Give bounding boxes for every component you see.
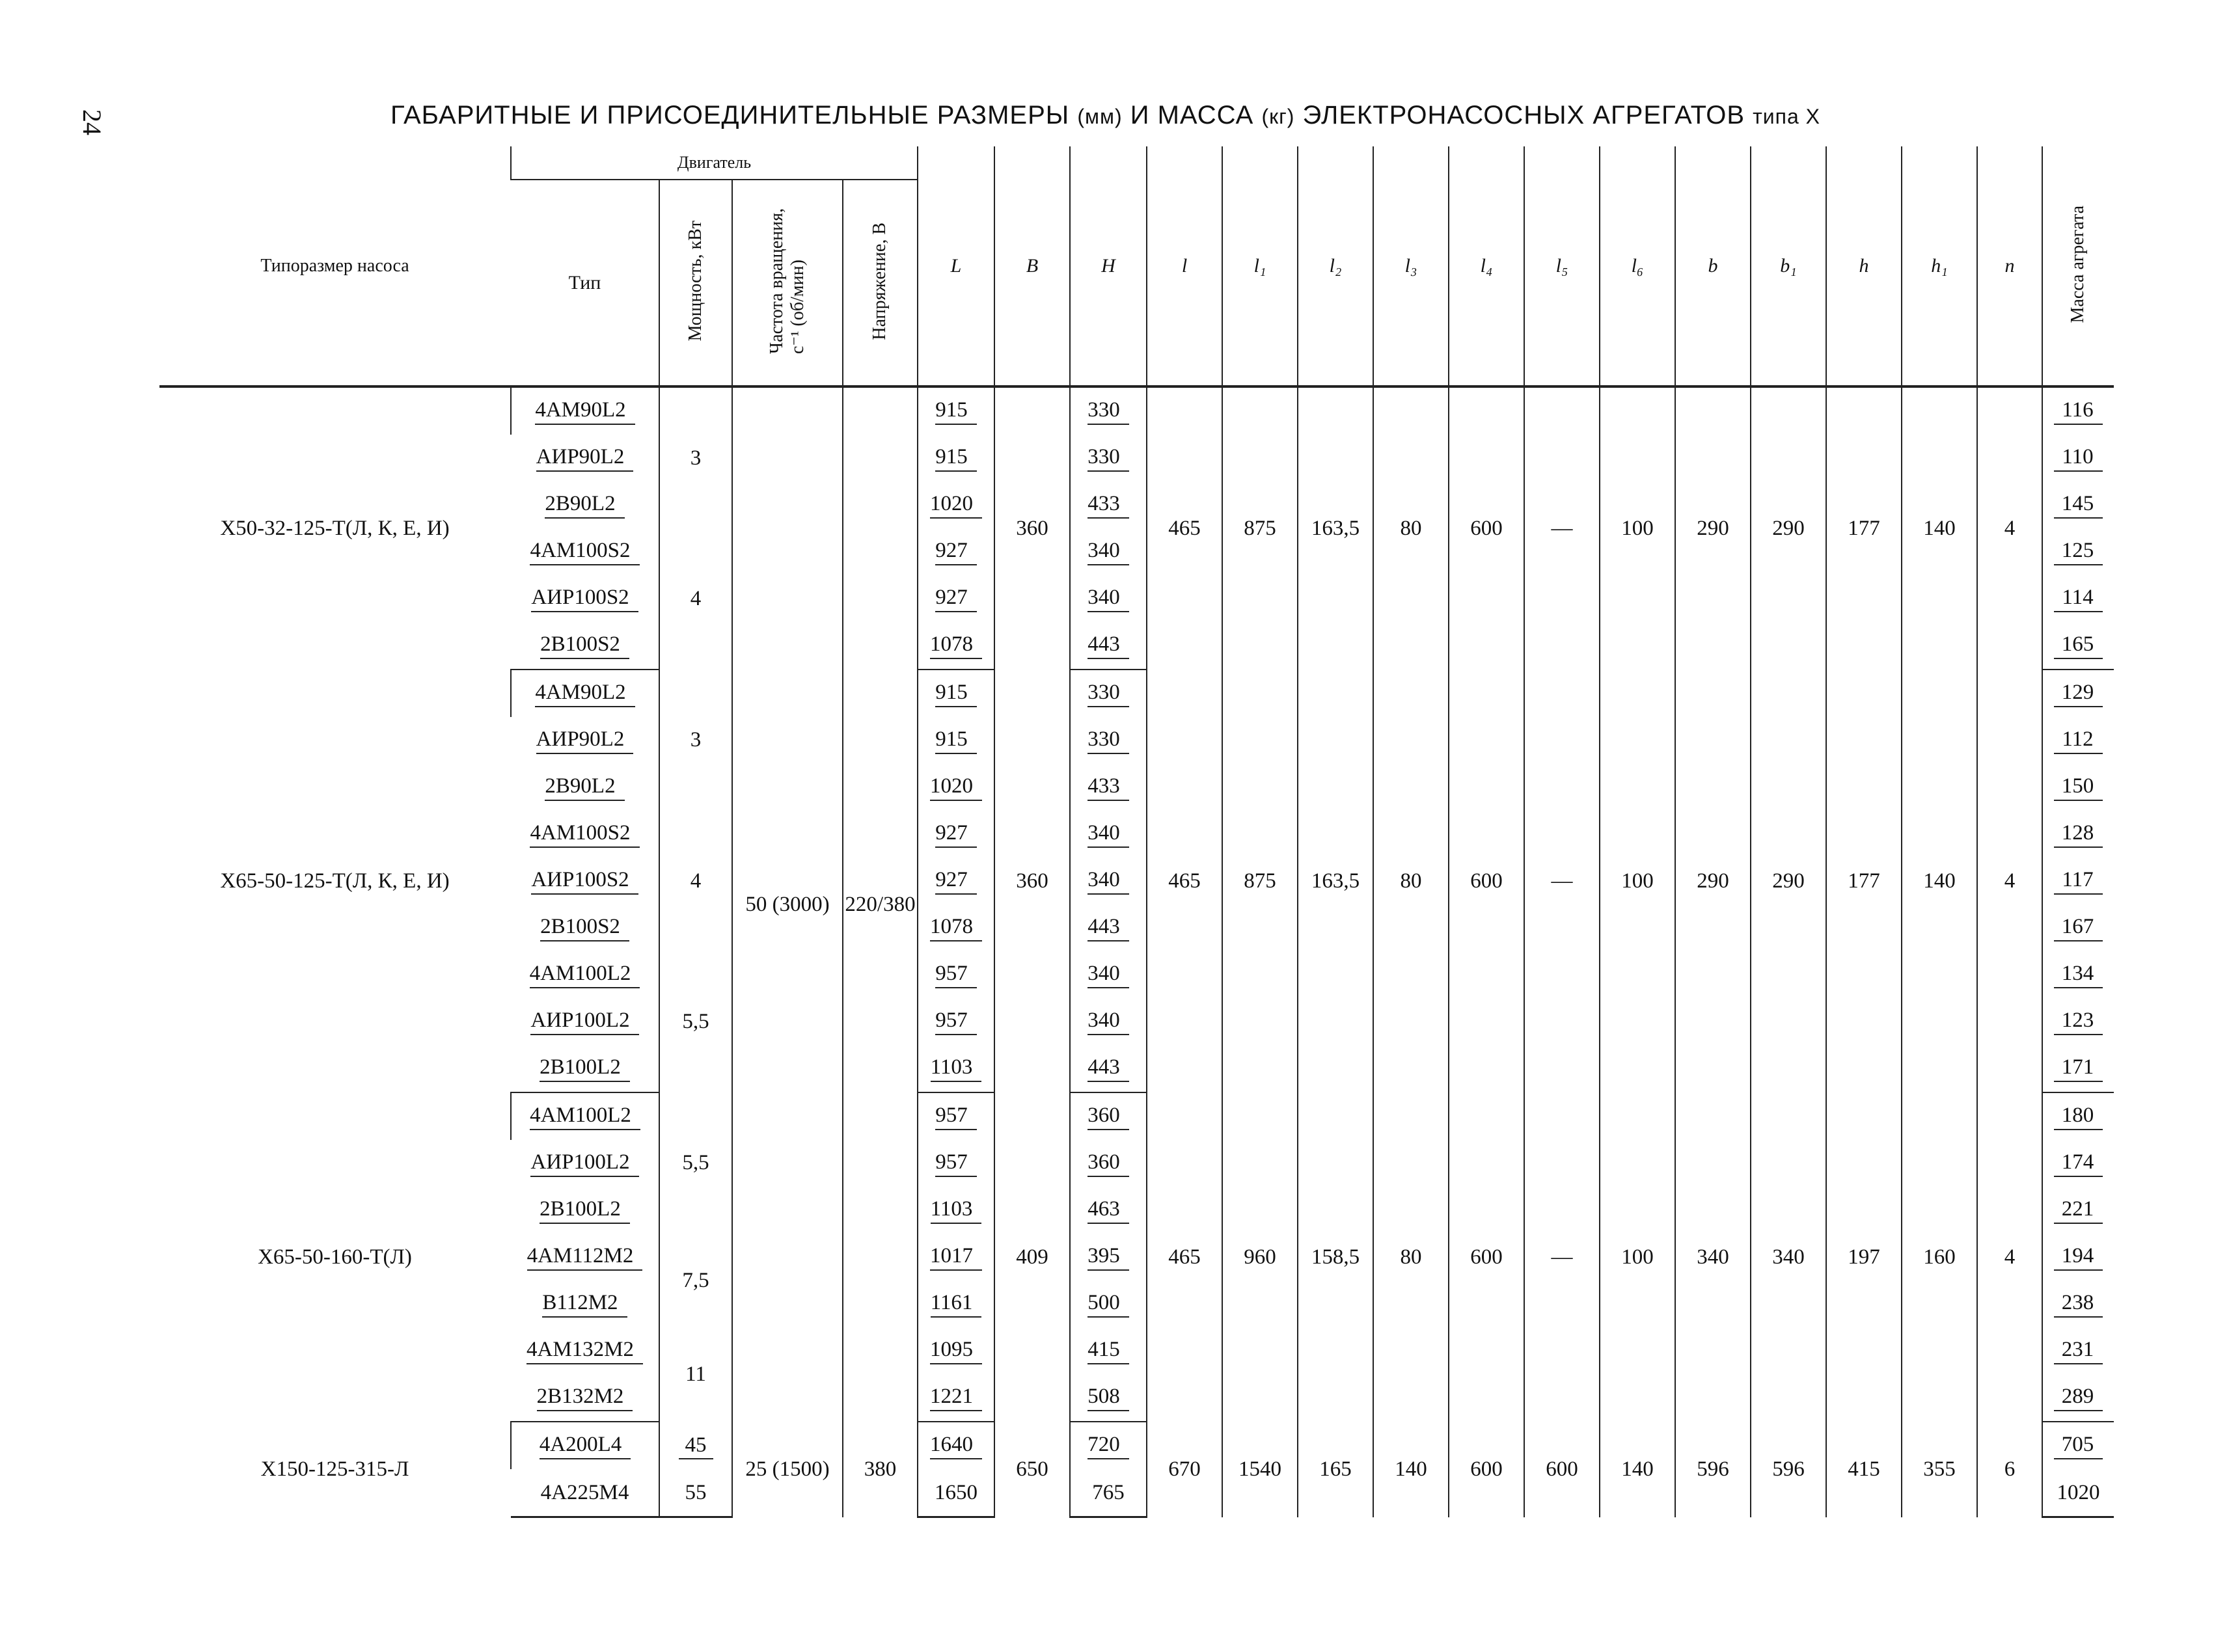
dim-L: 1020 [918,481,994,528]
power: 45 [659,1422,732,1469]
mass: 705 [2042,1422,2114,1469]
header-l2: l₂ [1298,146,1373,386]
dim-L: 957 [918,998,994,1045]
dim-H: 360 [1070,1092,1147,1140]
mass: 171 [2042,1045,2114,1092]
dim-L: 927 [918,575,994,622]
header-B: B [994,146,1070,386]
power: 4 [659,528,732,670]
mass: 117 [2042,858,2114,904]
dim-L: 1078 [918,622,994,670]
header-speed: Частота вращения, с⁻¹ (об/мин) [732,180,843,386]
dim-l3: 140 [1373,1422,1449,1517]
motor-type: 4АМ100S2 [511,528,659,575]
dim-L: 1161 [918,1280,994,1327]
dim-B: 650 [994,1422,1070,1517]
dim-b: 340 [1675,1092,1751,1422]
dim-b1: 596 [1751,1422,1826,1517]
mass: 116 [2042,388,2114,435]
mass: 150 [2042,764,2114,811]
mass: 145 [2042,481,2114,528]
dim-b1: 290 [1751,388,1826,670]
dim-l5: — [1524,670,1600,1092]
dim-l4: 600 [1449,1092,1524,1422]
dim-L: 1650 [918,1469,994,1517]
dim-b: 290 [1675,388,1751,670]
power: 3 [659,670,732,811]
dim-l1: 875 [1222,388,1298,670]
dim-H: 463 [1070,1187,1147,1234]
header-L: L [918,146,994,386]
dim-H: 500 [1070,1280,1147,1327]
pump-size: Х65-50-160-Т(Л) [258,1245,412,1269]
dim-H: 765 [1070,1469,1147,1517]
header-H: H [1070,146,1147,386]
dim-L: 915 [918,435,994,481]
dim-h1: 140 [1902,670,1977,1092]
voltage: 380 [843,1422,918,1517]
dimensions-table [159,146,2114,1518]
dim-l4: 600 [1449,670,1524,1092]
dim-l5: 600 [1524,1422,1600,1517]
pump-size: Х50-32-125-Т(Л, К, Е, И) [220,517,450,540]
table-row [159,388,2114,435]
mass: 125 [2042,528,2114,575]
dim-H: 508 [1070,1374,1147,1422]
motor-type: 4АМ90L2 [511,388,659,435]
header-power: Мощность, кВт [659,180,732,386]
motor-type: АИР100S2 [511,575,659,622]
motor-type: 2В100S2 [511,622,659,670]
motor-type: АИР100S2 [511,858,659,904]
dim-l6: 140 [1600,1422,1675,1517]
voltage: 220/380 [843,388,918,1422]
mass: 165 [2042,622,2114,670]
motor-type: В112М2 [511,1280,659,1327]
header-n: n [1977,146,2042,386]
motor-type: АИР100L2 [511,998,659,1045]
mass: 112 [2042,717,2114,764]
title-and: И МАССА [1130,101,1254,129]
motor-type: 4АМ100L2 [511,1092,659,1140]
dim-l2: 165 [1298,1422,1373,1517]
header-mass: Масса агрегата [2042,146,2114,386]
table-row [159,1092,2114,1140]
dim-L: 957 [918,1140,994,1187]
dim-l1: 1540 [1222,1422,1298,1517]
motor-type: 2В100S2 [511,904,659,951]
dim-l2: 158,5 [1298,1092,1373,1422]
mass: 194 [2042,1234,2114,1280]
dim-l1: 875 [1222,670,1298,1092]
mass: 238 [2042,1280,2114,1327]
mass: 110 [2042,435,2114,481]
speed: 25 (1500) [732,1422,843,1517]
dim-L: 1640 [918,1422,994,1469]
mass: 129 [2042,670,2114,717]
dim-l: 465 [1147,670,1222,1092]
dim-l4: 600 [1449,1422,1524,1517]
dim-b1: 340 [1751,1092,1826,1422]
header-l4: l₄ [1449,146,1524,386]
dim-l2: 163,5 [1298,388,1373,670]
title-unit-mm: (мм) [1077,105,1123,128]
table-row [159,670,2114,717]
pump-size: Х150-125-315-Л [260,1457,409,1481]
motor-type: 4АМ100S2 [511,811,659,858]
dim-H: 433 [1070,481,1147,528]
mass: 231 [2042,1327,2114,1374]
motor-type: 2В90L2 [511,481,659,528]
header-b1: b₁ [1751,146,1826,386]
dim-b: 290 [1675,670,1751,1092]
header-l6: l₆ [1600,146,1675,386]
mass: 1020 [2042,1469,2114,1517]
dim-L: 1103 [918,1045,994,1092]
header-l1: l₁ [1222,146,1298,386]
header-l: l [1147,146,1222,386]
dim-h: 177 [1826,388,1902,670]
dim-l6: 100 [1600,1092,1675,1422]
dim-H: 330 [1070,435,1147,481]
dim-L: 1095 [918,1327,994,1374]
motor-type: 4АМ100L2 [511,951,659,998]
table-row [159,1422,2114,1469]
motor-type: 4АМ132М2 [511,1327,659,1374]
mass: 221 [2042,1187,2114,1234]
dim-n: 6 [1977,1422,2042,1517]
page-number: 24 [77,109,107,135]
dim-L: 1017 [918,1234,994,1280]
power: 4 [659,811,732,951]
mass: 167 [2042,904,2114,951]
dim-h1: 160 [1902,1092,1977,1422]
dim-h: 415 [1826,1422,1902,1517]
power: 7,5 [659,1234,732,1327]
header-h: h [1826,146,1902,386]
header-h1: h₁ [1902,146,1977,386]
dim-L: 915 [918,388,994,435]
dim-h1: 140 [1902,388,1977,670]
motor-type: 4АМ112М2 [511,1234,659,1280]
dim-L: 957 [918,1092,994,1140]
motor-type: АИР90L2 [511,717,659,764]
dim-l3: 80 [1373,388,1449,670]
dim-H: 415 [1070,1327,1147,1374]
dim-H: 443 [1070,1045,1147,1092]
dim-H: 443 [1070,622,1147,670]
mass: 180 [2042,1092,2114,1140]
dim-l2: 163,5 [1298,670,1373,1092]
dim-L: 957 [918,951,994,998]
power: 55 [659,1469,732,1517]
dim-l1: 960 [1222,1092,1298,1422]
header-l3: l₃ [1373,146,1449,386]
motor-type: 2В90L2 [511,764,659,811]
dim-L: 1221 [918,1374,994,1422]
motor-type: 2В132М2 [511,1374,659,1422]
dim-B: 360 [994,388,1070,670]
dim-H: 395 [1070,1234,1147,1280]
header-motor-group: Двигатель [511,146,918,180]
dim-H: 340 [1070,528,1147,575]
dim-H: 340 [1070,575,1147,622]
dim-n: 4 [1977,670,2042,1092]
dim-l: 465 [1147,1092,1222,1422]
dim-b: 596 [1675,1422,1751,1517]
dim-H: 340 [1070,858,1147,904]
dim-b1: 290 [1751,670,1826,1092]
dim-L: 927 [918,528,994,575]
dim-B: 409 [994,1092,1070,1422]
dim-H: 433 [1070,764,1147,811]
title-rest: ЭЛЕКТРОНАСОСНЫХ АГРЕГАТОВ [1302,101,1745,129]
dim-H: 340 [1070,998,1147,1045]
dim-n: 4 [1977,1092,2042,1422]
dim-L: 1078 [918,904,994,951]
pump-size: Х65-50-125-Т(Л, К, Е, И) [220,869,450,893]
dim-l5: — [1524,388,1600,670]
header-l5: l₅ [1524,146,1600,386]
power: 5,5 [659,1092,732,1234]
header-b: b [1675,146,1751,386]
dim-l: 465 [1147,388,1222,670]
motor-type: 2В100L2 [511,1045,659,1092]
title-main: ГАБАРИТНЫЕ И ПРИСОЕДИНИТЕЛЬНЫЕ РАЗМЕРЫ [390,101,1070,129]
mass: 123 [2042,998,2114,1045]
dim-L: 915 [918,717,994,764]
dim-h: 177 [1826,670,1902,1092]
mass: 174 [2042,1140,2114,1187]
dim-H: 720 [1070,1422,1147,1469]
motor-type: 4АМ90L2 [511,670,659,717]
dim-H: 330 [1070,670,1147,717]
page-title [390,101,1820,130]
motor-type: 4А200L4 [511,1422,659,1469]
dim-L: 927 [918,811,994,858]
dim-H: 340 [1070,951,1147,998]
dim-H: 360 [1070,1140,1147,1187]
dim-l: 670 [1147,1422,1222,1517]
mass: 128 [2042,811,2114,858]
dim-l3: 80 [1373,670,1449,1092]
dim-l4: 600 [1449,388,1524,670]
dim-l6: 100 [1600,388,1675,670]
mass: 289 [2042,1374,2114,1422]
title-type: типа Х [1753,105,1821,128]
motor-type: АИР100L2 [511,1140,659,1187]
dim-l5: — [1524,1092,1600,1422]
dim-l3: 80 [1373,1092,1449,1422]
motor-type: 4А225М4 [511,1469,659,1517]
header-motor-type: Тип [568,271,601,293]
dim-H: 330 [1070,388,1147,435]
dim-h1: 355 [1902,1422,1977,1517]
power: 11 [659,1327,732,1422]
power: 3 [659,388,732,528]
dim-H: 330 [1070,717,1147,764]
mass: 134 [2042,951,2114,998]
dim-L: 1020 [918,764,994,811]
speed: 50 (3000) [732,388,843,1422]
motor-type: 2В100L2 [511,1187,659,1234]
dim-L: 927 [918,858,994,904]
dim-n: 4 [1977,388,2042,670]
dim-L: 1103 [918,1187,994,1234]
dim-l6: 100 [1600,670,1675,1092]
dim-H: 340 [1070,811,1147,858]
power: 5,5 [659,951,732,1092]
header-pump: Типоразмер насоса [260,255,409,276]
dim-H: 443 [1070,904,1147,951]
dim-B: 360 [994,670,1070,1092]
header-voltage: Напряжение, В [843,180,918,386]
mass: 114 [2042,575,2114,622]
title-unit-kg: (кг) [1261,105,1295,128]
dim-L: 915 [918,670,994,717]
motor-type: АИР90L2 [511,435,659,481]
dim-h: 197 [1826,1092,1902,1422]
